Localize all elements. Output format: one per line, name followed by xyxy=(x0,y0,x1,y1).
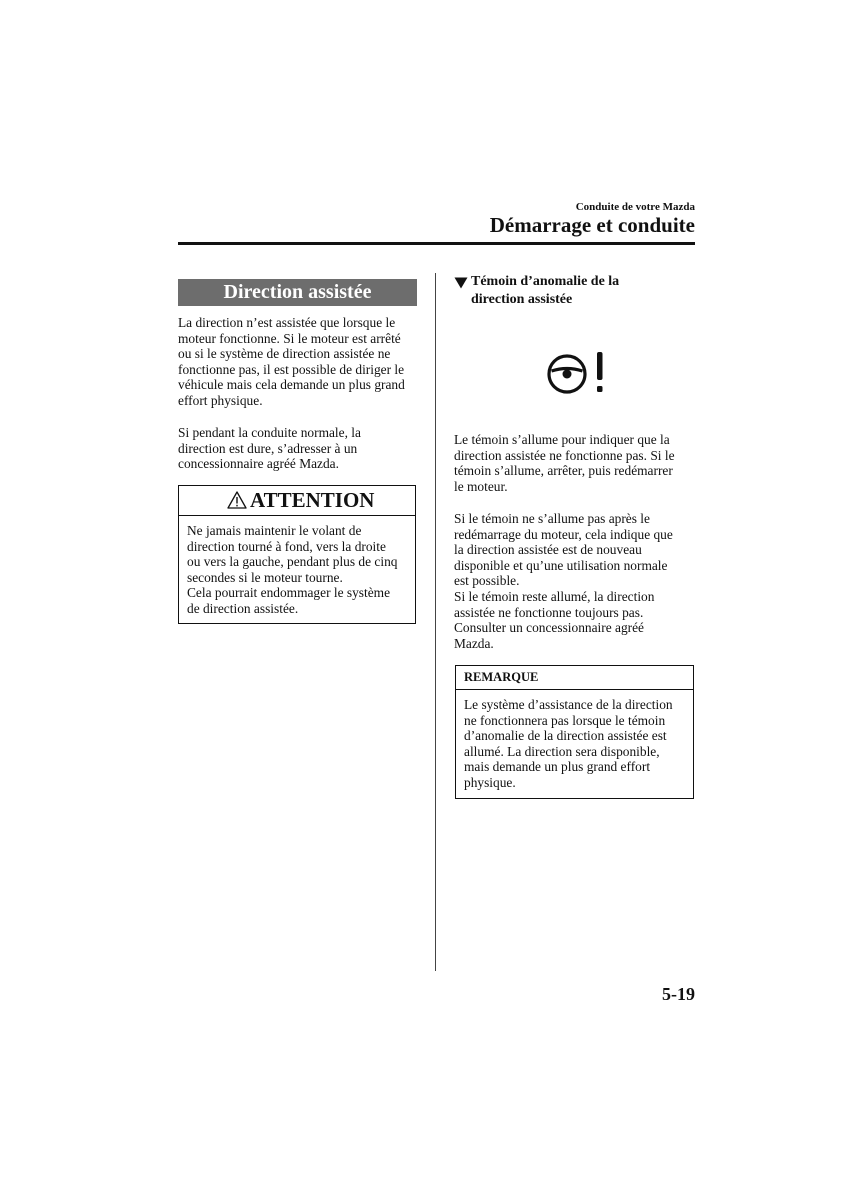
header-rule xyxy=(178,242,695,245)
power-steering-warning-icon xyxy=(545,348,607,401)
text-line: de direction assistée. xyxy=(187,600,299,616)
text-line: Si pendant la conduite normale, la xyxy=(178,425,361,440)
subsection-marker xyxy=(454,276,468,294)
text-line: Cela pourrait endommager le système xyxy=(187,585,391,601)
text-line: véhicule mais cela demande un plus grand xyxy=(178,377,405,393)
text-line: direction tourné à fond, vers la droite xyxy=(187,538,386,554)
text-line: effort physique. xyxy=(178,392,263,408)
note-text xyxy=(464,697,673,791)
text-line: disponible et qu’une utilisation normale xyxy=(454,557,668,573)
hard-steering-paragraph xyxy=(178,425,361,472)
restart-paragraph xyxy=(454,511,673,651)
text-line: redémarrage du moteur, cela indique que xyxy=(454,526,673,542)
text-line: concessionnaire agréé Mazda. xyxy=(178,456,339,472)
text-line: La direction n’est assistée que lorsque le xyxy=(178,315,396,330)
text-line: Si le témoin reste allumé, la direction xyxy=(454,588,655,604)
text-line: fonctionne pas, il est possible de diriger le xyxy=(178,361,405,377)
text-line: physique. xyxy=(464,774,516,790)
note-divider xyxy=(455,689,694,690)
text-line: Le témoin s’allume pour indiquer que la xyxy=(454,432,670,447)
text-line: direction assistée ne fonctionne pas. Si le xyxy=(454,447,675,463)
text-line: direction est dure, s’adresser à un xyxy=(178,440,358,456)
text-line: moteur fonctionne. Si le moteur est arrêté xyxy=(178,330,401,346)
text-line: secondes si le moteur tourne. xyxy=(187,569,343,585)
text-line: ou si le système de direction assistée ne xyxy=(178,346,391,362)
text-line: Le système d’assistance de la direction xyxy=(464,697,673,712)
text-line: assistée ne fonctionne toujours pas. xyxy=(454,604,644,620)
text-line: ou vers la gauche, pendant plus de cinq xyxy=(187,554,398,570)
text-line: Si le témoin ne s’allume pas après le xyxy=(454,511,650,526)
running-header-section: Conduite de votre Mazda xyxy=(575,201,695,213)
text-line: Ne jamais maintenir le volant de xyxy=(187,523,362,538)
text-line: Mazda. xyxy=(454,635,494,651)
column-divider xyxy=(435,273,436,971)
text-line: mais demande un plus grand effort xyxy=(464,759,651,775)
page-number: 5-19 xyxy=(662,984,695,1004)
subsection-title xyxy=(471,273,619,308)
attention-header xyxy=(178,485,416,516)
running-header-chapter: Démarrage et conduite xyxy=(489,213,695,237)
text-line: direction assistée xyxy=(471,291,573,307)
text-line: d’anomalie de la direction assistée est xyxy=(464,728,667,744)
note-title: REMARQUE xyxy=(464,670,539,684)
text-line: Témoin d’anomalie de la xyxy=(471,274,620,289)
attention-title: ATTENTION xyxy=(250,488,375,512)
text-line: est possible. xyxy=(454,573,520,589)
text-line: la direction assistée est de nouveau xyxy=(454,542,642,558)
text-line: témoin s’allume, arrêter, puis redémarrer xyxy=(454,463,673,479)
intro-paragraph xyxy=(178,315,405,409)
section-title: Direction assistée xyxy=(178,279,417,306)
text-line: allumé. La direction sera disponible, xyxy=(464,743,660,759)
text-line: ne fonctionnera pas lorsque le témoin xyxy=(464,712,666,728)
text-line: le moteur. xyxy=(454,478,508,494)
text-line: Consulter un concessionnaire agréé xyxy=(454,620,645,636)
attention-text xyxy=(187,523,397,617)
warning-light-paragraph xyxy=(454,432,675,494)
warning-triangle-icon xyxy=(227,491,247,514)
